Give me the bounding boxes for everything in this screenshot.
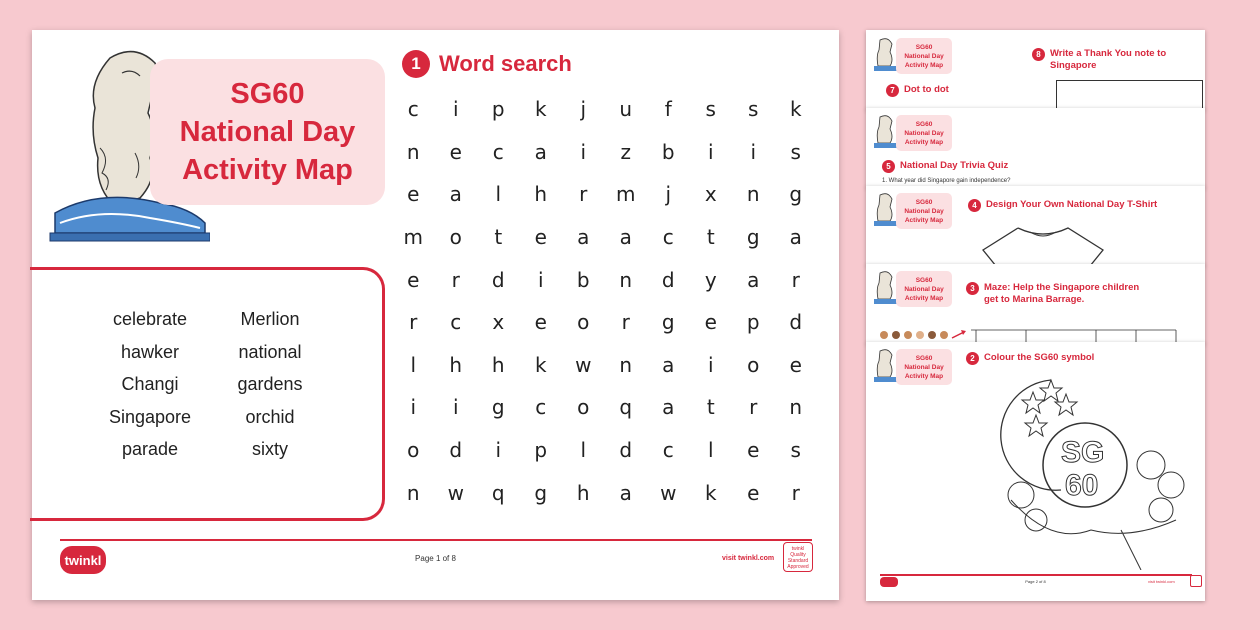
title-line-1: SG60 bbox=[230, 78, 305, 110]
grid-letter[interactable]: g bbox=[746, 225, 760, 250]
mini-title: National Day Trivia Quiz bbox=[900, 160, 1009, 171]
activity-page-1 bbox=[32, 30, 839, 600]
visit-link[interactable]: visit twinkl.com bbox=[722, 555, 775, 562]
preview-page-4[interactable] bbox=[866, 186, 1205, 266]
mini-title: Colour the SG60 symbol bbox=[984, 352, 1095, 363]
grid-letter[interactable]: i bbox=[750, 139, 757, 164]
grid-letter[interactable]: n bbox=[406, 139, 420, 164]
mini-number-badge: 5 bbox=[882, 160, 895, 173]
grid-letter[interactable]: i bbox=[707, 352, 714, 377]
sixty-text: 60 bbox=[1065, 469, 1099, 502]
grid-letter[interactable]: h bbox=[534, 182, 548, 207]
mini-title-line: Activity Map bbox=[904, 61, 944, 69]
grid-letter[interactable]: i bbox=[495, 438, 502, 463]
grid-letter[interactable]: e bbox=[747, 438, 760, 463]
grid-letter[interactable]: e bbox=[534, 225, 547, 250]
word-item: sixty bbox=[252, 439, 288, 459]
mini-title: get to Marina Barrage. bbox=[984, 294, 1085, 305]
word-item: celebrate bbox=[112, 309, 188, 329]
grid-letter[interactable]: e bbox=[747, 480, 760, 505]
grid-letter[interactable]: i bbox=[707, 139, 714, 164]
grid-letter[interactable]: g bbox=[789, 182, 803, 207]
tshirt-outline bbox=[978, 226, 1108, 266]
grid-letter[interactable]: f bbox=[664, 97, 672, 122]
grid-letter[interactable]: c bbox=[662, 438, 674, 463]
preview-page-2[interactable] bbox=[866, 342, 1205, 601]
mini-title-line: National Day bbox=[904, 207, 944, 215]
grid-letter[interactable]: n bbox=[746, 182, 760, 207]
grid-letter[interactable]: a bbox=[662, 395, 675, 420]
grid-letter[interactable]: t bbox=[494, 225, 503, 250]
grid-letter[interactable]: e bbox=[407, 182, 420, 207]
grid-letter[interactable]: d bbox=[449, 438, 463, 463]
mini-title-line: SG60 bbox=[915, 120, 933, 128]
grid-letter[interactable]: s bbox=[748, 97, 759, 122]
grid-letter[interactable]: b bbox=[576, 267, 590, 292]
grid-letter[interactable]: o bbox=[407, 438, 420, 463]
grid-letter[interactable]: e bbox=[704, 310, 717, 335]
mini-title-line: National Day bbox=[904, 285, 944, 293]
word-list bbox=[90, 309, 330, 460]
section-title: Word search bbox=[439, 51, 572, 76]
mini-title-box bbox=[896, 38, 952, 74]
grid-letter[interactable]: i bbox=[537, 267, 544, 292]
grid-letter[interactable]: l bbox=[707, 438, 714, 463]
grid-letter[interactable]: p bbox=[491, 97, 505, 122]
mini-title-line: Activity Map bbox=[904, 294, 944, 302]
grid-letter[interactable]: g bbox=[491, 395, 505, 420]
grid-letter[interactable]: a bbox=[449, 182, 462, 207]
grid-letter[interactable]: z bbox=[620, 139, 631, 164]
grid-letter[interactable]: l bbox=[580, 438, 587, 463]
mini-title-line: National Day bbox=[904, 129, 944, 137]
grid-letter[interactable]: w bbox=[575, 352, 592, 377]
grid-letter[interactable]: w bbox=[447, 480, 464, 505]
mini-title-line: Activity Map bbox=[904, 138, 944, 146]
word-item: parade bbox=[121, 439, 179, 459]
grid-letter[interactable]: e bbox=[449, 139, 462, 164]
grid-letter[interactable]: o bbox=[577, 310, 590, 335]
grid-letter[interactable]: a bbox=[619, 480, 632, 505]
grid-letter[interactable]: m bbox=[403, 225, 423, 250]
word-item: national bbox=[238, 341, 302, 362]
grid-letter[interactable]: e bbox=[407, 267, 420, 292]
section-number-badge: 1 bbox=[402, 50, 430, 78]
grid-letter[interactable]: d bbox=[491, 267, 505, 292]
mini-title-line: SG60 bbox=[915, 198, 933, 206]
word-item: Changi bbox=[121, 374, 179, 394]
grid-letter[interactable]: t bbox=[706, 395, 715, 420]
grid-letter[interactable]: x bbox=[492, 310, 505, 335]
preview-page-8[interactable] bbox=[866, 30, 1205, 110]
grid-letter[interactable]: d bbox=[619, 438, 633, 463]
grid-letter[interactable]: d bbox=[661, 267, 675, 292]
grid-letter[interactable]: r bbox=[791, 267, 800, 292]
word-search-grid bbox=[392, 88, 817, 514]
grid-letter[interactable]: n bbox=[789, 395, 803, 420]
grid-letter[interactable]: l bbox=[495, 182, 502, 207]
grid-letter[interactable]: t bbox=[706, 225, 715, 250]
grid-letter[interactable]: p bbox=[534, 438, 548, 463]
mini-title-box bbox=[896, 271, 952, 307]
grid-letter[interactable]: a bbox=[789, 225, 802, 250]
grid-letter[interactable]: k bbox=[534, 97, 547, 122]
quality-badge bbox=[1190, 575, 1202, 587]
grid-letter[interactable]: p bbox=[746, 310, 760, 335]
mini-number-badge: 2 bbox=[966, 352, 979, 365]
preview-page-5[interactable] bbox=[866, 108, 1205, 188]
grid-letter[interactable]: r bbox=[621, 310, 630, 335]
mini-title-line: SG60 bbox=[915, 43, 933, 51]
grid-letter[interactable]: i bbox=[410, 395, 417, 420]
twinkl-logo: twinkl bbox=[60, 546, 106, 574]
footer-divider bbox=[880, 574, 1192, 576]
mini-number-badge: 8 bbox=[1032, 48, 1045, 61]
mini-title-box bbox=[896, 193, 952, 229]
preview-page-3[interactable] bbox=[866, 264, 1205, 344]
mini-title-line: National Day bbox=[904, 363, 944, 371]
grid-letter[interactable]: i bbox=[452, 97, 459, 122]
grid-letter[interactable]: n bbox=[406, 480, 420, 505]
mini-title: Design Your Own National Day T-Shirt bbox=[986, 199, 1158, 210]
page-number: Page 1 of 8 bbox=[415, 554, 456, 563]
grid-letter[interactable]: e bbox=[789, 352, 802, 377]
grid-letter[interactable]: b bbox=[661, 139, 675, 164]
grid-letter[interactable]: w bbox=[660, 480, 677, 505]
title-line-3: Activity Map bbox=[182, 154, 353, 186]
mini-heading bbox=[966, 282, 1139, 306]
mini-heading bbox=[882, 160, 1008, 173]
grid-letter[interactable]: n bbox=[619, 267, 633, 292]
grid-letter[interactable]: k bbox=[704, 480, 717, 505]
quality-badge: twinkl Quality Standard Approved bbox=[783, 542, 813, 572]
note-box bbox=[1056, 80, 1203, 110]
grid-letter[interactable]: l bbox=[410, 352, 417, 377]
grid-letter[interactable]: k bbox=[789, 97, 802, 122]
mini-title: Write a Thank You note to Singapore bbox=[1050, 48, 1167, 71]
mini-title-box bbox=[896, 349, 952, 385]
word-item: gardens bbox=[237, 374, 303, 394]
mini-number-badge: 7 bbox=[886, 84, 899, 97]
quiz-question: 1. What year did Singapore gain independence? bbox=[882, 178, 1011, 184]
grid-letter[interactable]: c bbox=[492, 139, 504, 164]
grid-letter[interactable]: i bbox=[452, 395, 459, 420]
visit-link[interactable]: visit twinkl.com bbox=[1148, 579, 1175, 584]
grid-letter[interactable]: a bbox=[534, 139, 547, 164]
mini-title-box bbox=[896, 115, 952, 151]
grid-letter[interactable]: x bbox=[704, 182, 717, 207]
word-item: Singapore bbox=[108, 406, 192, 427]
grid-letter[interactable]: a bbox=[662, 352, 675, 377]
mini-subheading bbox=[886, 84, 949, 97]
mini-heading bbox=[1032, 48, 1205, 72]
grid-letter[interactable]: h bbox=[449, 352, 463, 377]
grid-letter[interactable]: h bbox=[491, 352, 505, 377]
grid-letter[interactable]: c bbox=[407, 97, 419, 122]
mini-title: Maze: Help the Singapore children bbox=[984, 282, 1140, 293]
grid-letter[interactable]: c bbox=[662, 225, 674, 250]
grid-letter[interactable]: o bbox=[577, 395, 590, 420]
grid-letter[interactable]: j bbox=[580, 97, 587, 122]
title-box bbox=[150, 59, 385, 205]
grid-letter[interactable]: r bbox=[749, 395, 758, 420]
mini-title-line: National Day bbox=[904, 52, 944, 60]
sg60-symbol-drawing bbox=[991, 370, 1205, 570]
mini-title-line: SG60 bbox=[915, 276, 933, 284]
mini-heading bbox=[968, 199, 1157, 212]
grid-letter[interactable]: r bbox=[451, 267, 460, 292]
word-item: orchid bbox=[245, 406, 295, 427]
mini-heading bbox=[966, 352, 1094, 365]
grid-letter[interactable]: r bbox=[409, 310, 418, 335]
grid-letter[interactable]: u bbox=[619, 97, 633, 122]
footer-divider bbox=[60, 539, 812, 541]
word-list-box bbox=[30, 267, 385, 521]
grid-letter[interactable]: q bbox=[619, 395, 633, 420]
grid-letter[interactable]: g bbox=[661, 310, 675, 335]
grid-letter[interactable]: a bbox=[619, 225, 632, 250]
grid-letter[interactable]: i bbox=[580, 139, 587, 164]
page-number: Page 2 of 8 bbox=[1025, 579, 1046, 584]
grid-letter[interactable]: s bbox=[790, 139, 801, 164]
grid-letter[interactable]: g bbox=[534, 480, 548, 505]
word-search-header bbox=[402, 50, 572, 78]
grid-letter[interactable]: a bbox=[747, 267, 760, 292]
grid-letter[interactable]: s bbox=[705, 97, 716, 122]
grid-letter[interactable]: s bbox=[790, 438, 801, 463]
grid-letter[interactable]: c bbox=[535, 395, 547, 420]
grid-letter[interactable]: e bbox=[534, 310, 547, 335]
grid-letter[interactable]: o bbox=[449, 225, 462, 250]
grid-letter[interactable]: m bbox=[616, 182, 636, 207]
mini-title-line: Activity Map bbox=[904, 216, 944, 224]
grid-letter[interactable]: o bbox=[747, 352, 760, 377]
grid-letter[interactable]: n bbox=[619, 352, 633, 377]
mini-title-line: Activity Map bbox=[904, 372, 944, 380]
grid-letter[interactable]: y bbox=[704, 267, 717, 292]
mini-number-badge: 4 bbox=[968, 199, 981, 212]
grid-letter[interactable]: h bbox=[576, 480, 590, 505]
grid-letter[interactable]: d bbox=[789, 310, 803, 335]
word-item: hawker bbox=[120, 341, 180, 362]
grid-letter[interactable]: q bbox=[491, 480, 505, 505]
mini-title-line: SG60 bbox=[915, 354, 933, 362]
grid-letter[interactable]: j bbox=[665, 182, 672, 207]
grid-letter[interactable]: a bbox=[577, 225, 590, 250]
grid-letter[interactable]: r bbox=[579, 182, 588, 207]
sg-text: SG bbox=[1061, 436, 1105, 469]
grid-letter[interactable]: c bbox=[450, 310, 462, 335]
title-line-2: National Day bbox=[179, 116, 356, 148]
grid-letter[interactable]: r bbox=[791, 480, 800, 505]
mini-number-badge: 3 bbox=[966, 282, 979, 295]
word-item: Merlion bbox=[240, 309, 300, 329]
mini-title: Dot to dot bbox=[904, 84, 949, 95]
grid-letter[interactable]: k bbox=[534, 352, 547, 377]
